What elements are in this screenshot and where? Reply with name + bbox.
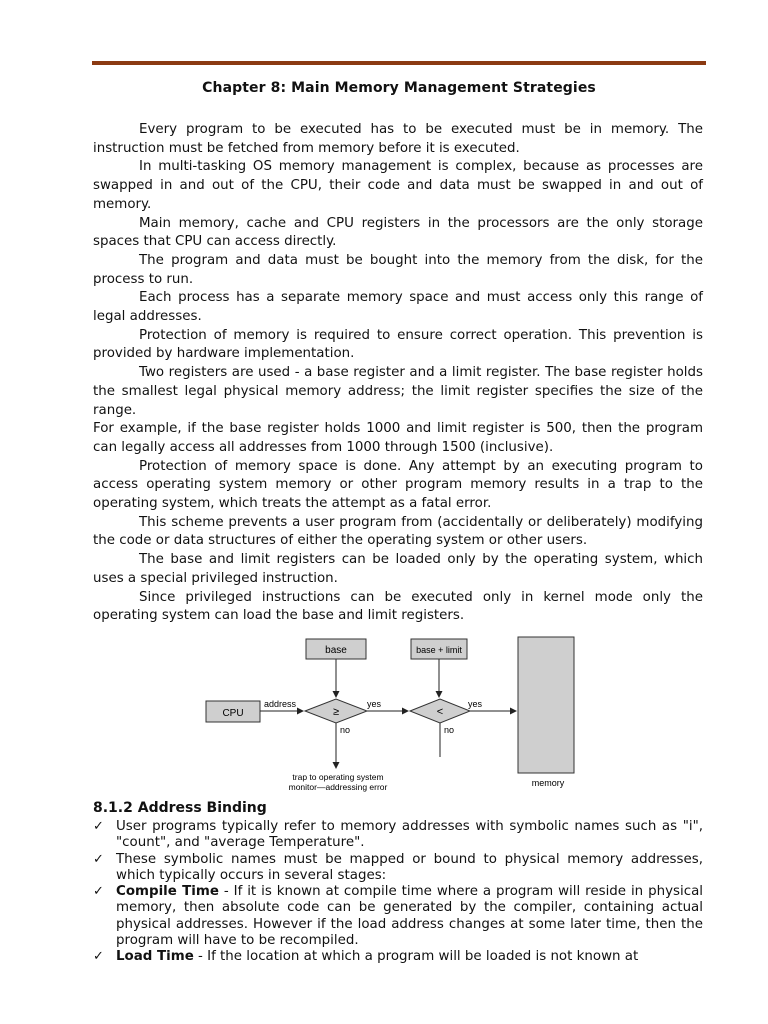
paragraph: Each process has a separate memory space and must access only this range of legal addresses. <box>93 290 703 325</box>
yes-label-2: yes <box>468 699 483 709</box>
trap-label-line2: monitor—addressing error <box>288 782 388 792</box>
bullet-text: - If the location at which a program will be loaded is not known at <box>193 949 639 965</box>
header-rule <box>92 61 706 65</box>
yes-label-1: yes <box>367 699 382 709</box>
trap-label-line1: trap to operating system <box>292 772 384 782</box>
bullet-term: Load Time <box>116 949 194 965</box>
checkmark-icon: ✓ <box>93 851 104 867</box>
list-item <box>93 884 703 949</box>
address-label: address <box>264 699 297 709</box>
paragraph: The program and data must be bought into the memory from the disk, for the process to run. <box>93 252 703 287</box>
bullet-text: User programs typically refer to memory addresses with symbolic names such as "i", "count", and "average Temperature". <box>116 819 703 851</box>
chapter-title: Chapter 8: Main Memory Management Strategies <box>202 80 596 96</box>
memory-label: memory <box>531 778 565 788</box>
no-label-1: no <box>340 725 351 735</box>
paragraph: For example, if the base register holds 1000 and limit register is 500, then the program can legally access all addresses from 1000 through 1500 (inclusive). <box>93 421 703 455</box>
paragraph: Main memory, cache and CPU registers in the processors are the only storage spaces that CPU can access directly. <box>93 215 703 250</box>
memory-protection-diagram <box>200 632 590 797</box>
list-item <box>93 852 703 885</box>
no-label-2: no <box>444 725 455 735</box>
bullet-list <box>93 819 703 966</box>
paragraph: Since privileged instructions can be executed only in kernel mode only the operating system can load the base and limit registers. <box>93 589 703 624</box>
cpu-label: CPU <box>222 708 244 719</box>
paragraph: In multi-tasking OS memory management is complex, because as processes are swapped in and out of the CPU, their code and data must be swapped in and out of memory. <box>93 159 703 212</box>
bullet-text: These symbolic names must be mapped or bound to physical memory addresses, which typically occurs in several stages: <box>116 851 703 883</box>
bullet-term: Compile Time <box>116 884 219 900</box>
list-item <box>93 819 703 852</box>
list-item <box>93 949 703 965</box>
ge-symbol: ≥ <box>332 706 340 718</box>
paragraph: Every program to be executed has to be executed must be in memory. The instruction must be fetched from memory before it is executed. <box>93 122 703 156</box>
checkmark-icon: ✓ <box>93 819 104 834</box>
base-limit-label: base + limit <box>416 645 462 655</box>
lt-symbol: < <box>436 706 444 718</box>
checkmark-icon: ✓ <box>93 884 104 900</box>
paragraph: Protection of memory is required to ensure correct operation. This prevention is provided by hardware implementation. <box>93 327 703 362</box>
paragraph: The base and limit registers can be loaded only by the operating system, which uses a special privileged instruction. <box>93 552 703 586</box>
section-heading: 8.1.2 Address Binding <box>93 800 267 816</box>
paragraph: Two registers are used - a base register and a limit register. The base register holds the smallest legal physical memory address; the limit register specifies the size of the range. <box>93 365 703 418</box>
checkmark-icon: ✓ <box>93 949 104 965</box>
body-text <box>93 121 703 626</box>
base-label: base <box>325 645 347 656</box>
bullet-text: - If it is known at compile time where a program will reside in physical memory, then absolute code can be generated by the compiler, containing actual physical addresses. However if the load address changes at some later time, then the program will have to be recompiled. <box>116 884 703 949</box>
paragraph: Protection of memory space is done. Any attempt by an executing program to access operating system memory or other program memory results in a trap to the operating system, which treats the attempt as a fatal error. <box>93 458 703 512</box>
memory-box <box>518 637 574 773</box>
paragraph: This scheme prevents a user program from (accidentally or deliberately) modifying the code or data structures of either the operating system or other users. <box>93 514 703 549</box>
